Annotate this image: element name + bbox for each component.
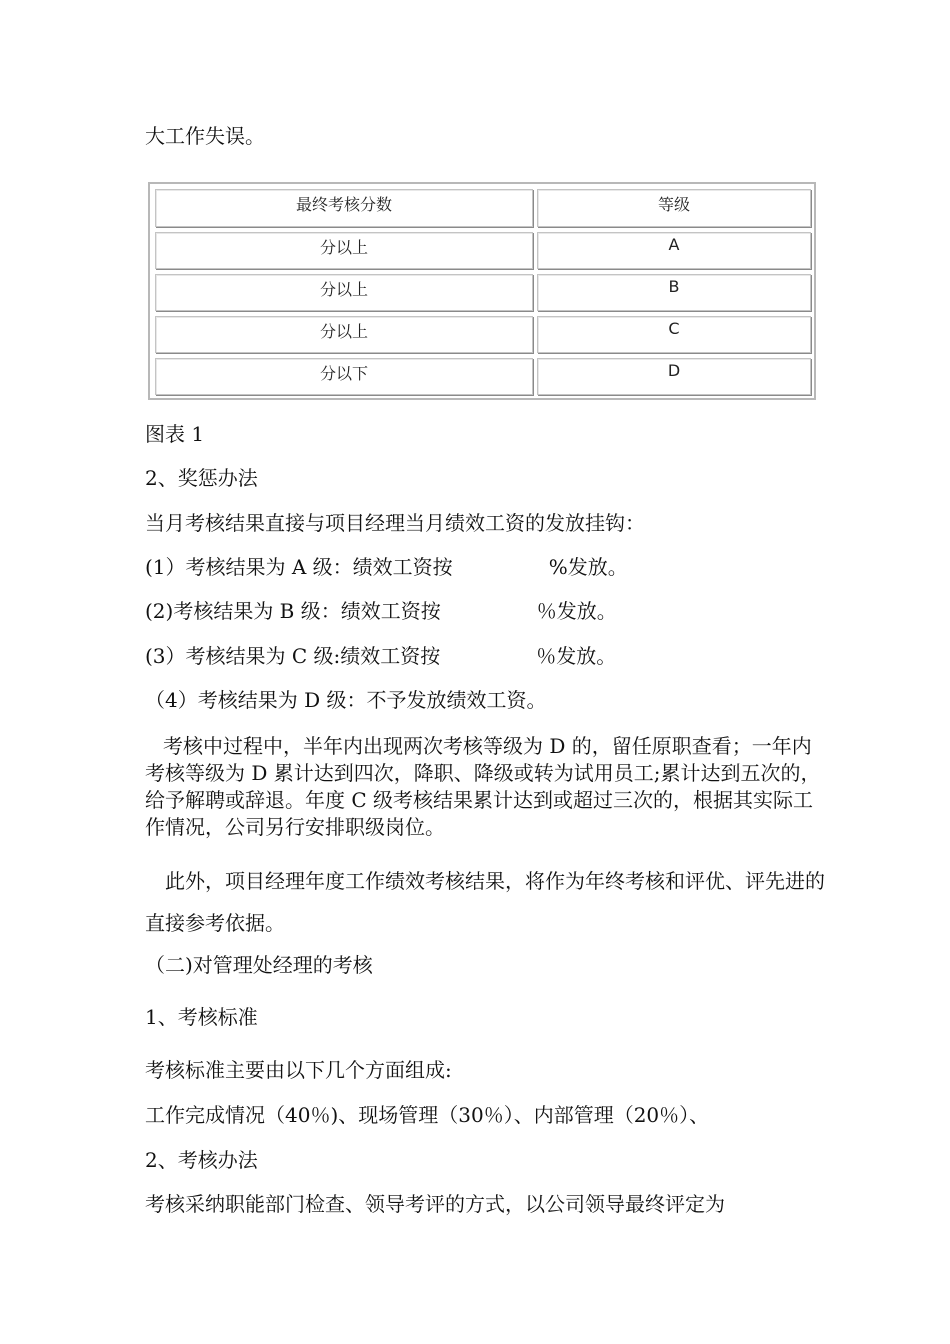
reward-item-a-prefix: (1）考核结果为 A 级：绩效工资按 <box>145 555 453 579</box>
section-standard-heading: 1、考核标准 <box>145 1005 258 1029</box>
table-cell-score: 分以上 <box>155 274 533 311</box>
table-cell-score: 分以上 <box>155 316 533 353</box>
reward-item-b-suffix: ％发放。 <box>536 599 617 623</box>
grade-table <box>148 182 816 400</box>
standard-items: 工作完成情况（40％)、现场管理（30％）、内部管理（20％）、 <box>145 1103 710 1127</box>
reward-intro: 当月考核结果直接与项目经理当月绩效工资的发放挂钩： <box>145 511 645 535</box>
figure-caption: 图表 1 <box>145 422 205 446</box>
table-header-grade: 等级 <box>537 189 811 227</box>
heading-manager: （二)对管理处经理的考核 <box>145 953 373 977</box>
standard-intro: 考核标准主要由以下几个方面组成: <box>145 1058 452 1082</box>
table-cell-score: 分以上 <box>155 232 533 269</box>
section-reward-heading: 2、奖惩办法 <box>145 466 258 490</box>
table-cell-grade: C <box>537 316 811 353</box>
reward-item-a <box>145 553 825 581</box>
table-cell-score: 分以下 <box>155 358 533 395</box>
top-line: 大工作失误。 <box>145 124 265 148</box>
reward-item-a-suffix: %发放。 <box>548 555 628 579</box>
reward-item-c <box>145 642 825 670</box>
reward-item-c-prefix: (3）考核结果为 C 级:绩效工资按 <box>145 644 441 668</box>
reward-item-b-prefix: (2)考核结果为 B 级：绩效工资按 <box>145 599 441 623</box>
paragraph-annual: 此外，项目经理年度工作绩效考核结果，将作为年终考核和评优、评先进的直接参考依据。 <box>145 869 825 935</box>
section-method-heading: 2、考核办法 <box>145 1148 258 1172</box>
table-header-score: 最终考核分数 <box>155 189 533 227</box>
reward-item-d: （4）考核结果为 D 级：不予发放绩效工资。 <box>145 688 547 712</box>
table-cell-grade: B <box>537 274 811 311</box>
table-cell-grade: A <box>537 232 811 269</box>
table-cell-grade: D <box>537 358 811 395</box>
reward-item-c-suffix: ％发放。 <box>536 644 617 668</box>
method-text: 考核采纳职能部门检查、领导考评的方式，以公司领导最终评定为 <box>145 1192 725 1216</box>
reward-item-b <box>145 597 825 625</box>
paragraph-process: 考核中过程中，半年内出现两次考核等级为 D 的，留任原职查看；一年内考核等级为 D 累计达到四次，降职、降级或转为试用员工;累计达到五次的，给予解聘或辞退。年度 C 级考核结果累计达到或超过三次的，根据其实际工作情况，公司另行安排职级岗位。 <box>145 734 821 839</box>
